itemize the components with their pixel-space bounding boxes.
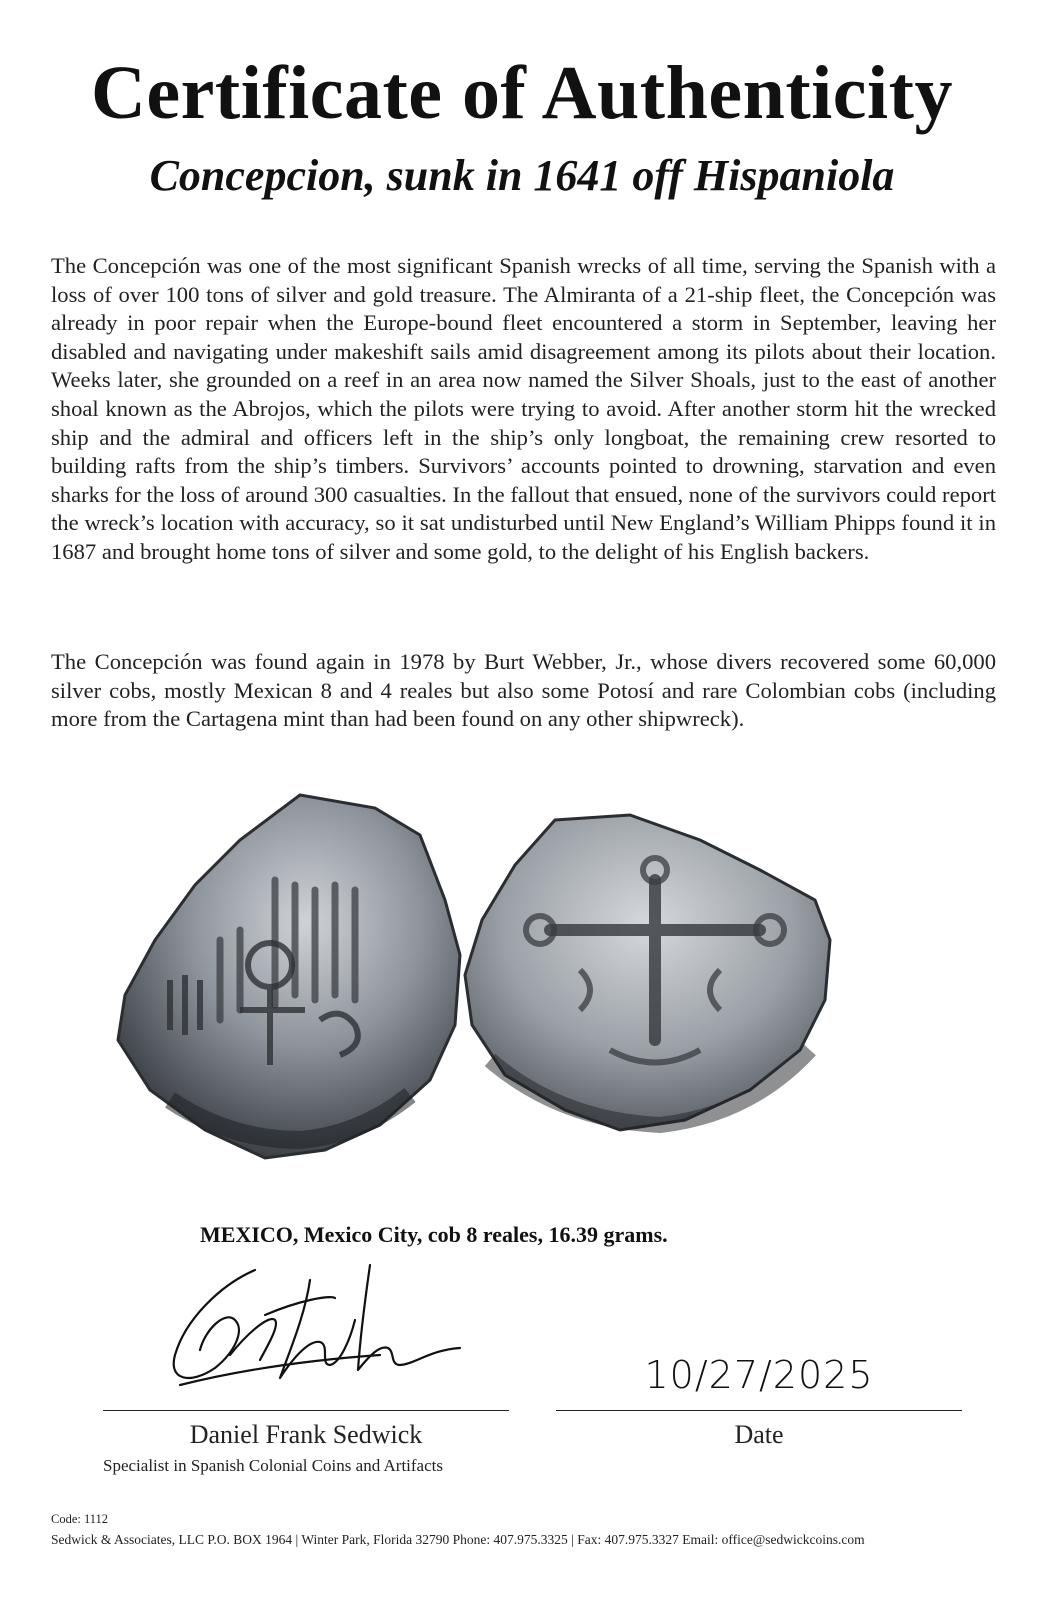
history-paragraph-1: The Concepción was one of the most significant Spanish wrecks of all time, serving the Spanish with a loss of over 100 tons of silver and gold treasure. The Almiranta of a 21-ship fleet, the Concepción was already in poor repair when the Europe-bound fleet encountered a storm in September, leaving her disabled and navigating under makeshift sails amid disagreement among its pilots about their location. Weeks later, she grounded on a reef in an area now named the Silver Shoals, just to the east of another shoal known as the Abrojos, which the pilots were trying to avoid. After another storm hit the wrecked ship and the admiral and officers left in the ship’s only longboat, the remaining crew resorted to building rafts from the ship’s timbers. Survivors’ accounts pointed to drowning, starvation and even sharks for the loss of around 300 casualties. In the fallout that ensued, none of the survivors could report the wreck’s location with accuracy, so it sat undisturbed until New England’s William Phipps found it in 1687 and brought home tons of silver and some gold, to the delight of his English backers. <box>51 253 996 564</box>
signer-title: Specialist in Spanish Colonial Coins and Artifacts <box>103 1456 443 1475</box>
date-value: 10/27/2025 <box>644 1353 874 1397</box>
certificate-code: Code: 1112 <box>51 1512 109 1526</box>
coin-obverse <box>118 795 460 1158</box>
coin-reverse <box>465 815 830 1130</box>
company-contact-footer: Sedwick & Associates, LLC P.O. BOX 1964 | Winter Park, Florida 32790 Phone: 407.975.3325 | Fax: 407.975.3327 Email: office@sedwickcoins.com <box>51 1532 865 1547</box>
coin-photo <box>110 790 850 1190</box>
date-line <box>556 1410 962 1411</box>
certificate-subtitle: Concepcion, sunk in 1641 off Hispaniola <box>149 151 895 200</box>
certificate-title: Certificate of Authenticity <box>91 51 953 135</box>
history-paragraph-2: The Concepción was found again in 1978 by Burt Webber, Jr., whose divers recovered some 60,000 silver cobs, mostly Mexican 8 and 4 reales but also some Potosí and rare Colombian cobs (including more from the Cartagena mint than had been found on any other shipwreck). <box>51 649 996 732</box>
handwritten-signature <box>160 1260 480 1400</box>
date-label: Date <box>734 1420 784 1449</box>
signer-name: Daniel Frank Sedwick <box>189 1420 423 1449</box>
coin-description: MEXICO, Mexico City, cob 8 reales, 16.39 grams. <box>200 1222 668 1247</box>
signature-line <box>103 1410 509 1411</box>
